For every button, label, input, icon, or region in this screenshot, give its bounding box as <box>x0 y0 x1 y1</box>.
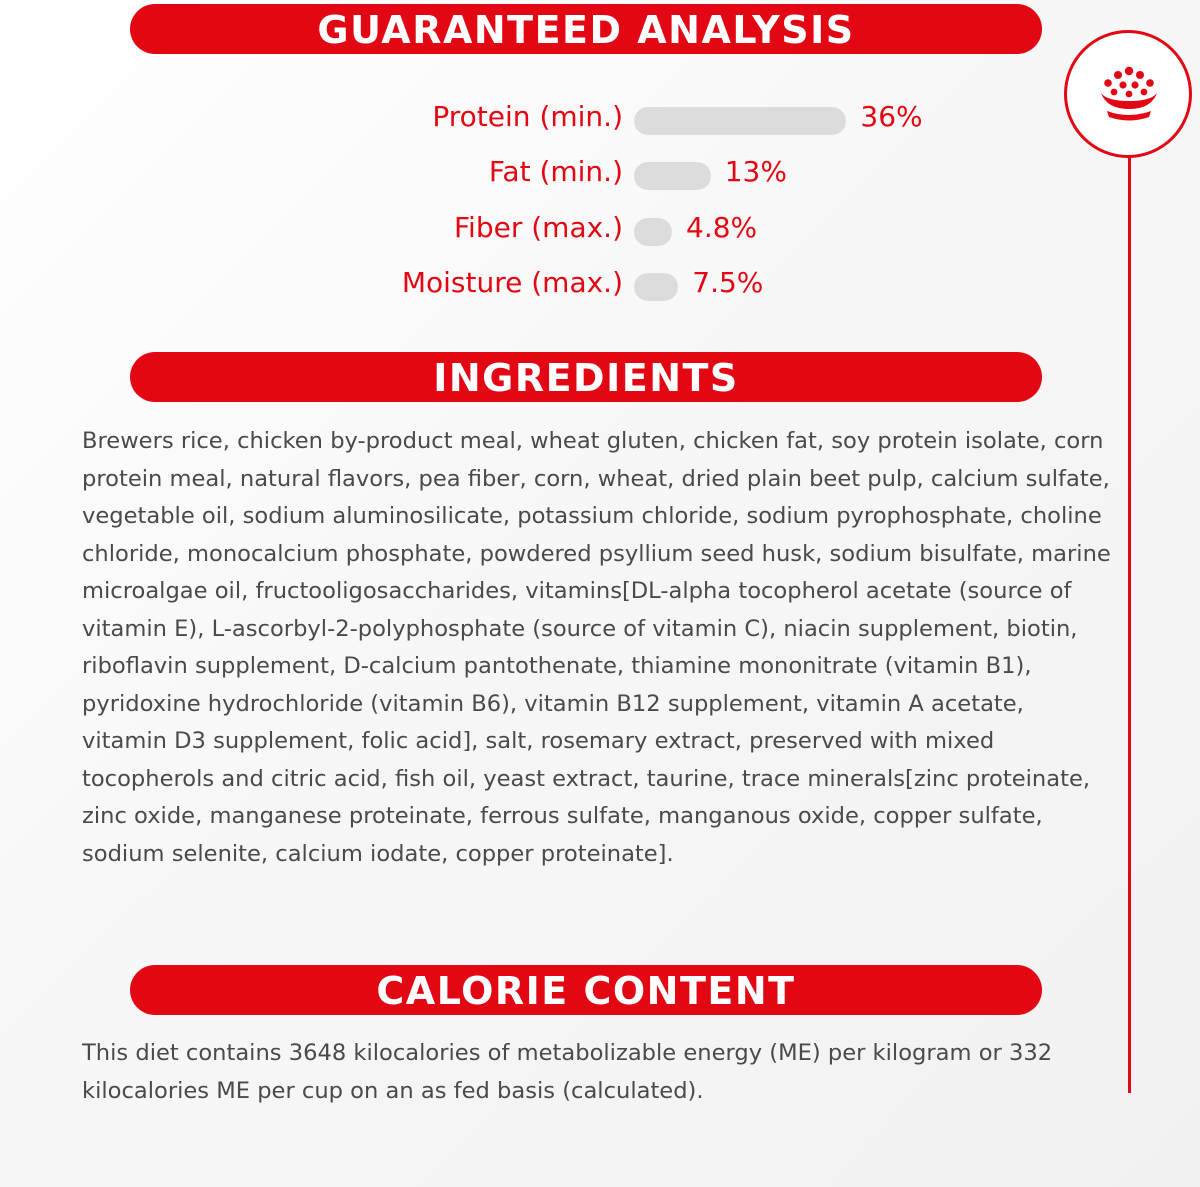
analysis-row-protein <box>0 96 1200 146</box>
ingredients-banner <box>130 352 1042 402</box>
analysis-bar <box>634 162 711 190</box>
vertical-red-line <box>1128 158 1131 1093</box>
calorie-content-banner <box>130 965 1042 1015</box>
analysis-bar <box>634 273 678 301</box>
analysis-label: Protein (min.) <box>432 100 623 133</box>
ingredients-text: Brewers rice, chicken by-product meal, wheat gluten, chicken fat, soy protein isolate, corn protein meal, natural flavors, pea fiber, corn, wheat, dried plain beet pulp, calcium sulfate, vegetable oil, sodium aluminosilicate, potassium chloride, sodium pyrophosphate, choline chloride, monocalcium phosphate, powdered psyllium seed husk, sodium bisulfate, marine microalgae oil, fructooligosaccharides, vitamins[DL-alpha tocopherol acetate (source of vitamin E), L-ascorbyl-2-polyphosphate (source of vitamin C), niacin supplement, biotin, riboflavin supplement, D-calcium pantothenate, thiamine mononitrate (vitamin B1), pyridoxine hydrochloride (vitamin B6), vitamin B12 supplement, vitamin A acetate, vitamin D3 supplement, folic acid], salt, rosemary extract, preserved with mixed tocopherols and citric acid, fish oil, yeast extract, taurine, trace minerals[zinc proteinate, zinc oxide, manganese proteinate, ferrous sulfate, manganous oxide, copper sulfate, sodium selenite, calcium iodate, copper proteinate]. <box>82 428 1111 867</box>
guaranteed-analysis-title: GUARANTEED ANALYSIS <box>317 8 855 52</box>
analysis-row-fiber <box>0 207 1200 257</box>
analysis-value: 4.8% <box>686 211 758 244</box>
analysis-row-fat <box>0 151 1200 201</box>
analysis-bar <box>634 218 672 246</box>
analysis-bar <box>634 107 846 135</box>
calorie-content-text: This diet contains 3648 kilocalories of metabolizable energy (ME) per kilogram or 332 kilocalories ME per cup on an as fed basis (calculated). <box>82 1040 1053 1104</box>
analysis-label: Fat (min.) <box>488 155 623 188</box>
analysis-value: 7.5% <box>692 266 764 299</box>
guaranteed-analysis-banner <box>130 4 1042 54</box>
analysis-label: Fiber (max.) <box>453 211 623 244</box>
crown-icon <box>1097 63 1161 127</box>
analysis-value: 36% <box>860 100 923 133</box>
analysis-value: 13% <box>724 155 787 188</box>
analysis-row-moisture <box>0 262 1200 312</box>
analysis-label: Moisture (max.) <box>401 266 623 299</box>
calorie-content-title: CALORIE CONTENT <box>376 969 796 1013</box>
ingredients-title: INGREDIENTS <box>433 356 739 400</box>
crown-badge <box>1064 30 1192 158</box>
